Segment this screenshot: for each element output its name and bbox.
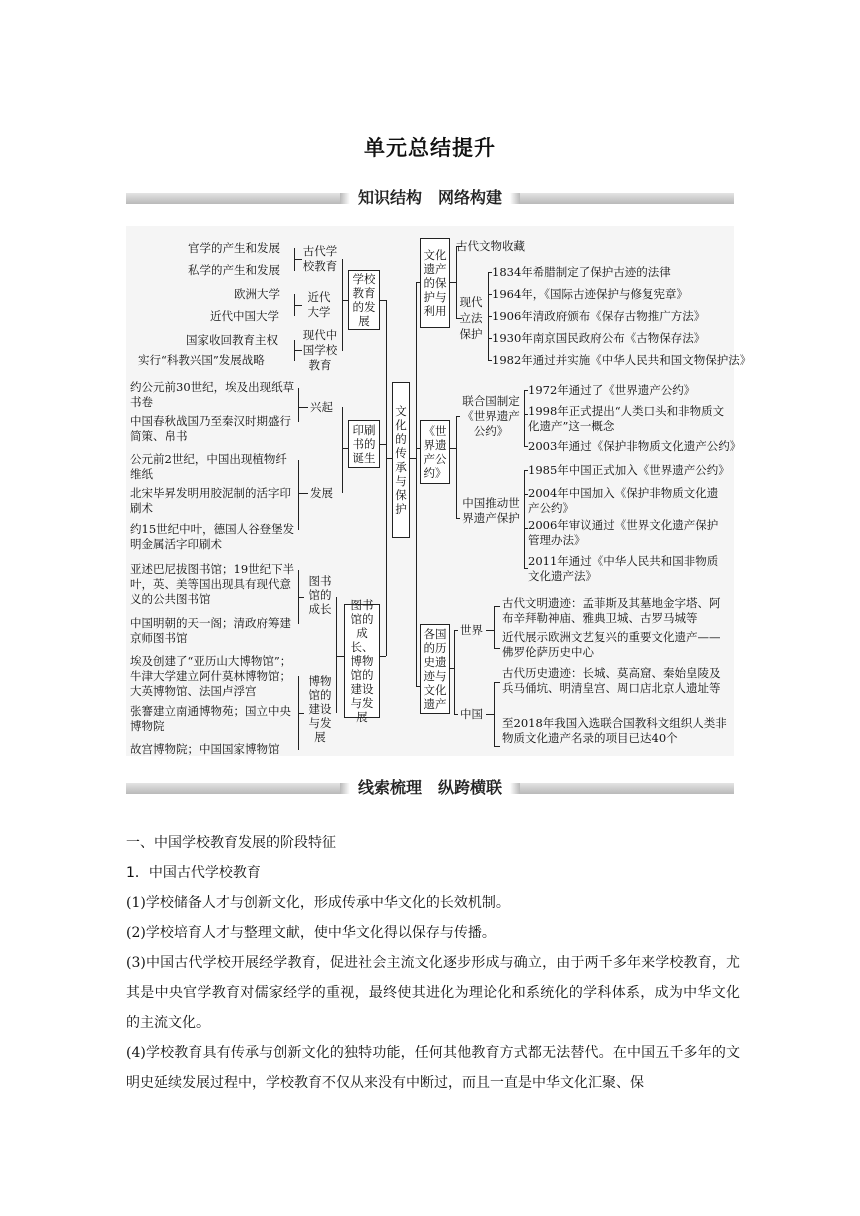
paragraph: (1)学校储备人才与创新文化，形成传承中华文化的长效机制。 bbox=[126, 895, 510, 911]
leaf-item: 埃及创建了“亚历山大博物馆”；牛津大学建立阿什莫林博物馆；大英博物馆、法国卢浮宫 bbox=[130, 654, 292, 698]
page-title: 单元总结提升 bbox=[364, 136, 496, 160]
leaf-item: 古代文明遗迹：孟菲斯及其墓地金字塔、阿布辛拜勒神庙、雅典卫城、古罗马城等 bbox=[502, 596, 721, 625]
leaf-item: 1972年通过了《世界遗产公约》 bbox=[528, 383, 696, 397]
leaf-item: 实行“科教兴国”发展战略 bbox=[138, 353, 265, 367]
leaf-item: 1930年南京国民政府公布《古物保存法》 bbox=[492, 331, 706, 345]
leaf-item: 约15世纪中叶，德国人谷登堡发明金属活字印刷术 bbox=[130, 522, 295, 551]
group-label: 中国 bbox=[460, 707, 483, 721]
leaf-item: 北宋毕昇发明用胶泥制的活字印刷术 bbox=[130, 486, 291, 515]
leaf-item: 1982年通过并实施《中华人民共和国文物保护法》 bbox=[492, 353, 752, 367]
leaf-item: 近代中国大学 bbox=[210, 309, 279, 323]
leaf-item: 2003年通过《保护非物质文化遗产公约》 bbox=[528, 439, 742, 453]
branch-box-printing: 印刷书的诞生 bbox=[348, 420, 380, 468]
branch-box-heritage: 文化遗产的保护与利用 bbox=[420, 238, 450, 328]
leaf-item: 1834年希腊制定了保护古迹的法律 bbox=[492, 265, 671, 279]
group-label: 现代中国学校教育 bbox=[302, 328, 338, 372]
leaf-item: 2004年中国加入《保护非物质文化遗产公约》 bbox=[528, 486, 719, 515]
group-label: 联合国制定《世界遗产公约》 bbox=[462, 394, 520, 438]
group-label: 世界 bbox=[460, 623, 483, 637]
banner-label: 知识结构 网络构建 bbox=[344, 184, 516, 212]
paragraph: (2)学校培育人才与整理文献，使中华文化得以保存与传播。 bbox=[126, 925, 496, 941]
leaf-item: 2011年通过《中华人民共和国非物质文化遗产法》 bbox=[528, 554, 719, 583]
section-banner-clues bbox=[126, 774, 734, 802]
leaf-item: 古代文物收藏 bbox=[456, 239, 525, 253]
leaf-item: 中国春秋战国乃至秦汉时期盛行简策、帛书 bbox=[130, 414, 291, 443]
section-banner-knowledge bbox=[126, 184, 734, 212]
section-heading: 一、中国学校教育发展的阶段特征 bbox=[126, 835, 336, 851]
leaf-item: 中国明朝的天一阁；清政府筹建京师图书馆 bbox=[130, 616, 291, 645]
paragraph: (3)中国古代学校开展经学教育，促进社会主流文化逐步形成与确立，由于两千多年来学校教育，尤其是中央官学教育对儒家经学的重视，最终使其进化为理论化和系统化的学科体系，成为中华文化的主流文化。 bbox=[126, 955, 740, 1031]
section-body bbox=[126, 828, 740, 1098]
group-label: 古代学校教育 bbox=[302, 244, 338, 273]
leaf-item: 欧洲大学 bbox=[234, 287, 280, 301]
subsection-heading: 1．中国古代学校教育 bbox=[126, 865, 261, 881]
branch-box-historic-sites: 各国的历史遗迹与文化遗产 bbox=[420, 624, 450, 714]
paragraph: (4)学校教育具有传承与创新文化的独特功能，任何其他教育方式都无法替代。在中国五千多年的文明史延续发展过程中，学校教育不仅从来没有中断过，而且一直是中华文化汇聚、保 bbox=[126, 1045, 740, 1091]
group-label: 博物馆的建设与发展 bbox=[308, 674, 332, 744]
leaf-item: 1906年清政府颁布《保存古物推广方法》 bbox=[492, 309, 706, 323]
leaf-item: 张謇建立南通博物苑；国立中央博物院 bbox=[130, 704, 291, 733]
leaf-item: 1964年，《国际古迹保护与修复宪章》 bbox=[492, 287, 689, 301]
mind-map bbox=[126, 226, 752, 756]
leaf-item: 1985年中国正式加入《世界遗产公约》 bbox=[528, 463, 730, 477]
leaf-item: 私学的产生和发展 bbox=[188, 263, 280, 277]
group-label: 兴起 bbox=[310, 400, 333, 414]
leaf-item: 2006年审议通过《世界文化遗产保护管理办法》 bbox=[528, 518, 719, 547]
leaf-item: 约公元前30世纪，埃及出现纸草书卷 bbox=[130, 380, 295, 409]
leaf-item: 公元前2世纪，中国出现植物纤维纸 bbox=[130, 452, 287, 481]
leaf-item: 官学的产生和发展 bbox=[188, 241, 280, 255]
center-box: 文化的传承与保护 bbox=[392, 382, 410, 538]
banner-label: 线索梳理 纵跨横联 bbox=[344, 774, 516, 802]
leaf-item: 至2018年我国入选联合国教科文组织人类非物质文化遗产名录的项目已达40个 bbox=[502, 716, 727, 745]
branch-box-library: 图书馆的成长、博物馆的建设与发展 bbox=[344, 604, 380, 718]
leaf-item: 故宫博物院；中国国家博物馆 bbox=[130, 742, 280, 756]
leaf-item: 亚述巴尼拔图书馆；19世纪下半叶，英、美等国出现具有现代意义的公共图书馆 bbox=[130, 562, 295, 606]
leaf-item: 近代展示欧洲文艺复兴的重要文化遗产——佛罗伦萨历史中心 bbox=[502, 630, 721, 659]
branch-box-school: 学校教育的发展 bbox=[348, 270, 380, 330]
branch-box-world-heritage: 《世界遗产公约》 bbox=[420, 420, 450, 484]
leaf-item: 国家收回教育主权 bbox=[186, 333, 278, 347]
group-label: 近代大学 bbox=[307, 290, 331, 319]
leaf-item: 古代历史遗迹：长城、莫高窟、秦始皇陵及兵马俑坑、明清皇宫、周口店北京人遗址等 bbox=[502, 666, 721, 695]
group-label: 图书馆的成长 bbox=[308, 574, 332, 616]
leaf-item: 1998年正式提出“人类口头和非物质文化遗产”这一概念 bbox=[528, 404, 725, 433]
group-label: 发展 bbox=[310, 486, 333, 500]
group-label: 现代立法保护 bbox=[459, 295, 483, 341]
group-label: 中国推动世界遗产保护 bbox=[462, 496, 520, 525]
